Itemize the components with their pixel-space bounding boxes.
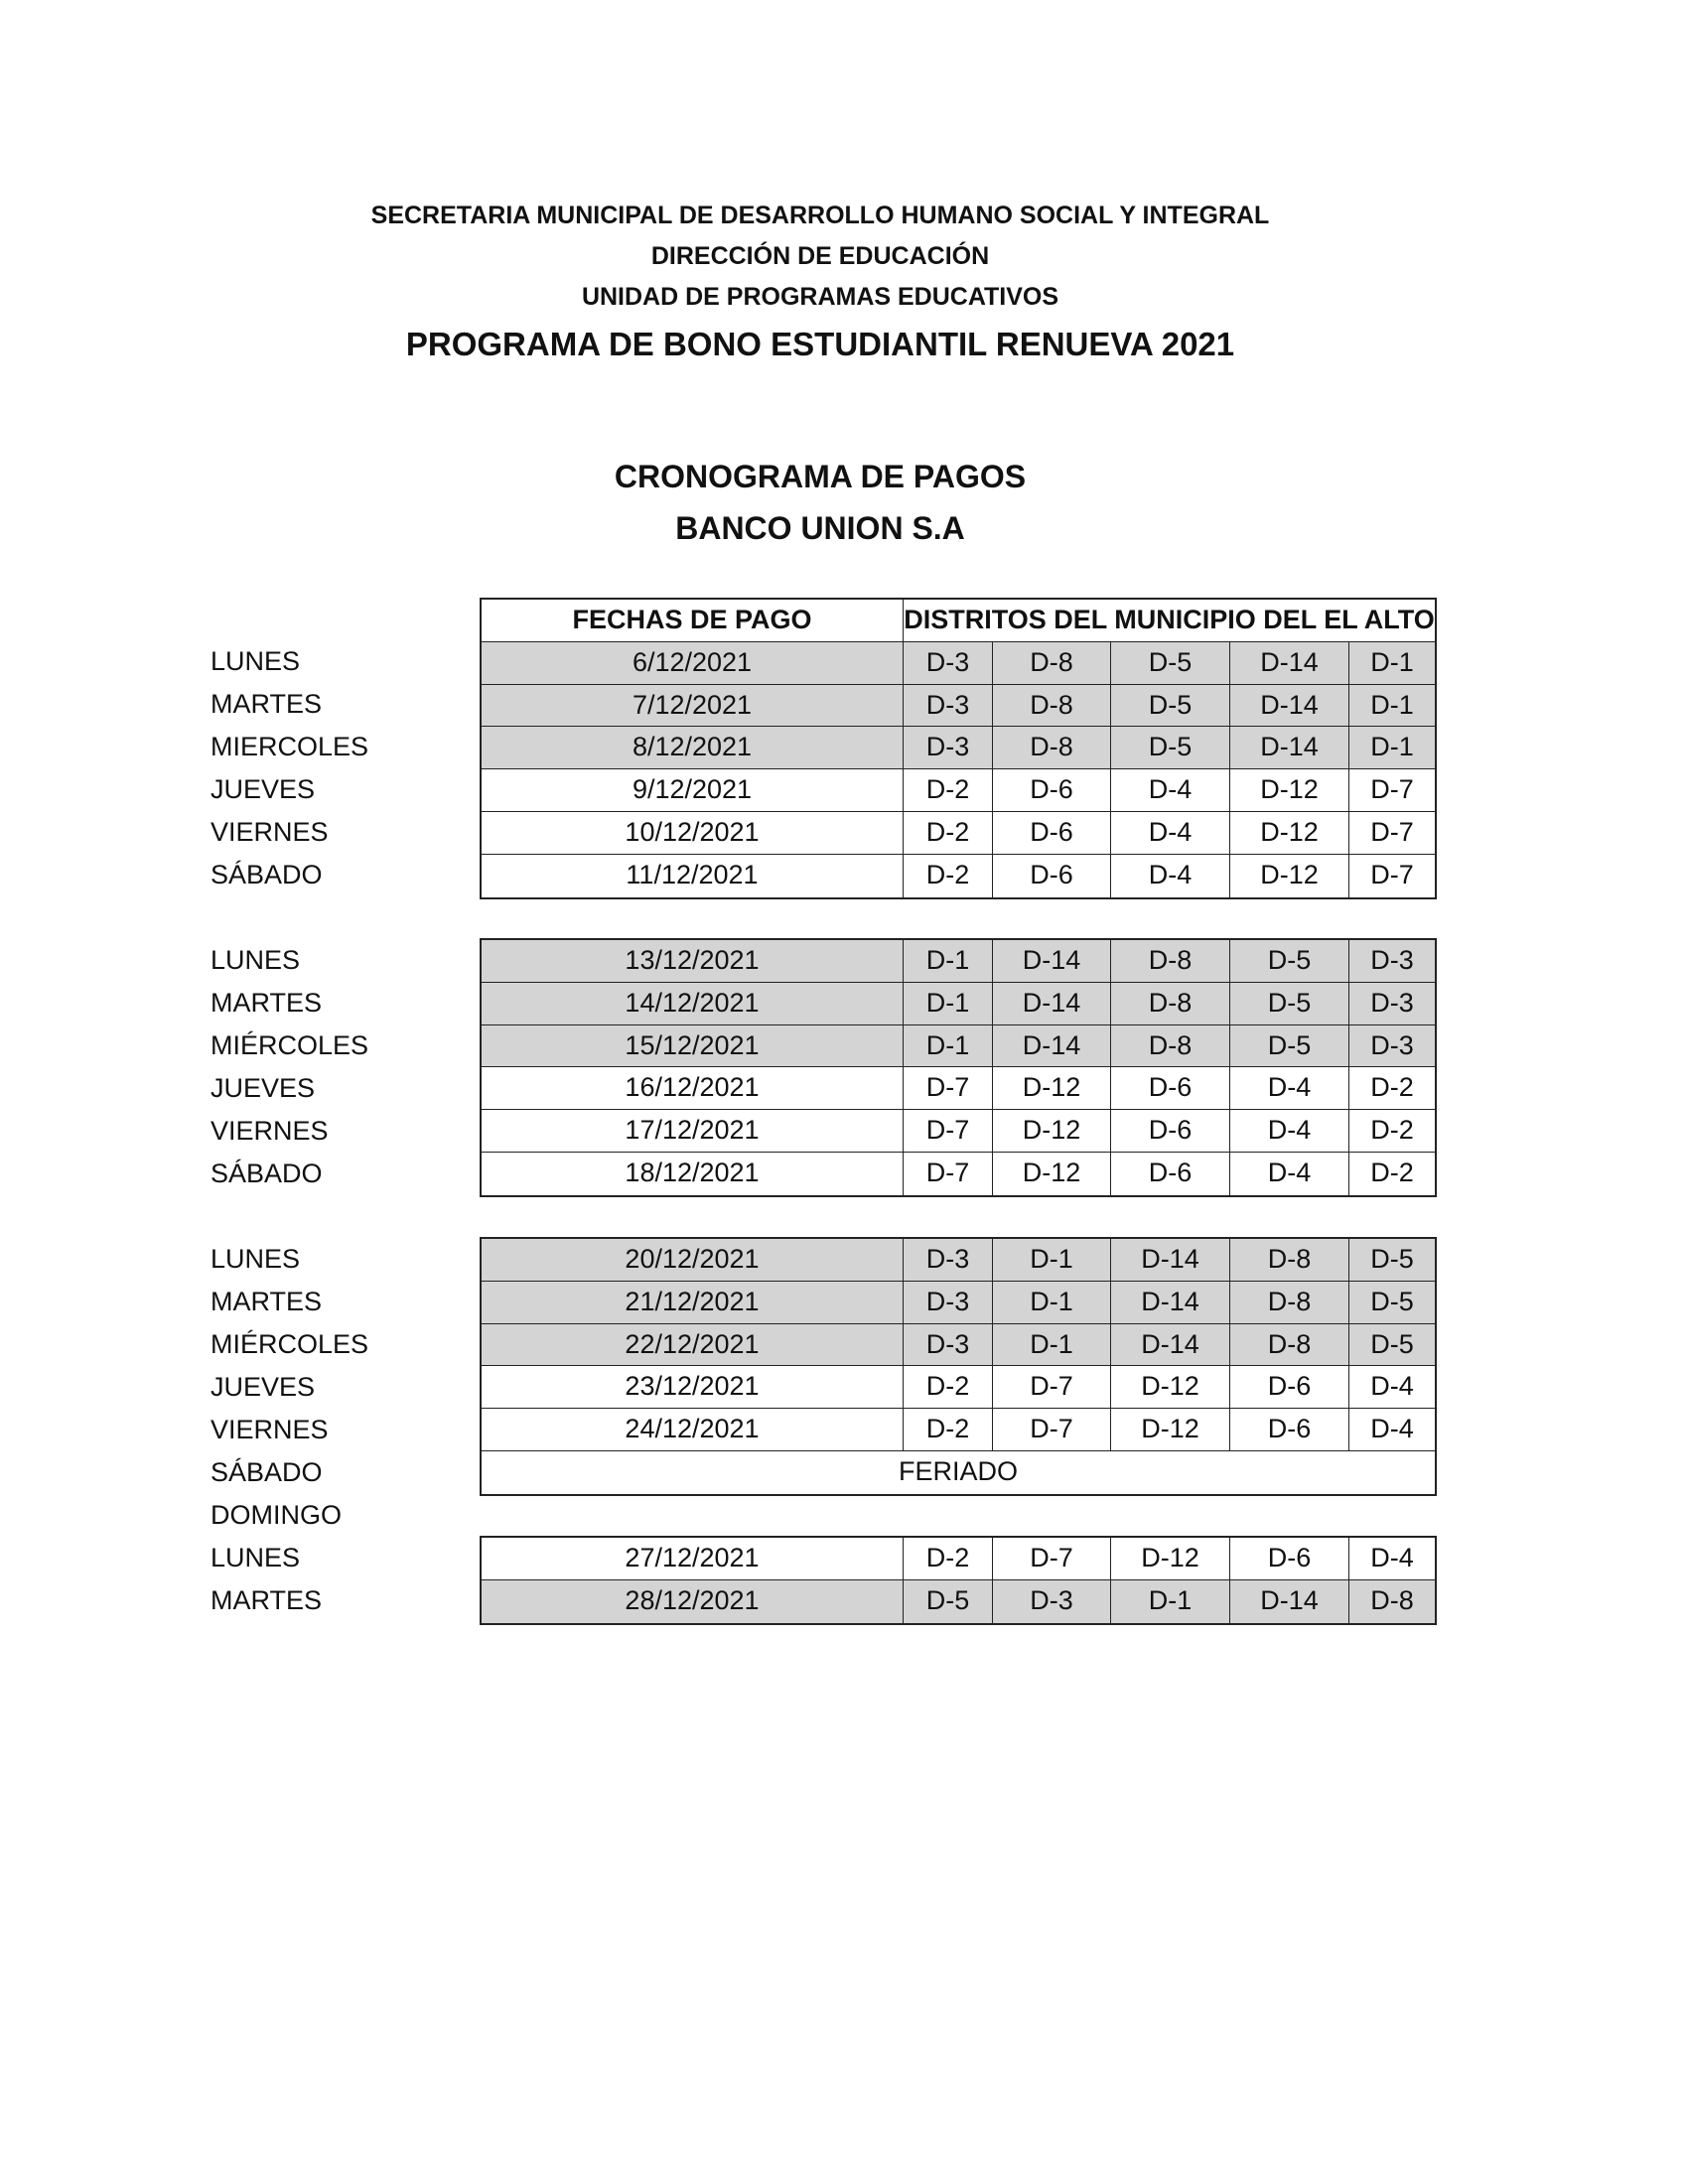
header-line-direccion: DIRECCIÓN DE EDUCACIÓN bbox=[650, 242, 990, 270]
table-header-row bbox=[482, 600, 1435, 642]
district-cell: D-4 bbox=[1370, 1371, 1414, 1402]
district-cell: D-3 bbox=[1370, 987, 1414, 1018]
district-cell: D-6 bbox=[1230, 1409, 1349, 1450]
district-cell: D-3 bbox=[1370, 1029, 1414, 1060]
district-cell: D-14 bbox=[993, 1025, 1111, 1067]
district-cell: D-12 bbox=[1111, 1366, 1230, 1408]
day-label: VIERNES bbox=[211, 1415, 329, 1444]
district-cell: D-3 bbox=[993, 1580, 1111, 1623]
district-cell: D-5 bbox=[1230, 1025, 1349, 1067]
table-row bbox=[482, 812, 1435, 855]
district-cell: D-8 bbox=[993, 685, 1111, 727]
district-cell: D-8 bbox=[1111, 1025, 1230, 1067]
district-cell: D-3 bbox=[904, 1324, 993, 1366]
district-cell: D-2 bbox=[904, 855, 993, 897]
column-header-dates: FECHAS DE PAGO bbox=[482, 600, 904, 641]
day-label: LUNES bbox=[211, 646, 301, 676]
bank-name: BANCO UNION S.A bbox=[675, 510, 965, 546]
district-cell: D-3 bbox=[1370, 945, 1414, 975]
table-row bbox=[482, 685, 1435, 728]
district-cell: D-4 bbox=[1111, 855, 1230, 897]
district-cell: D-4 bbox=[1111, 812, 1230, 854]
date-cell: 24/12/2021 bbox=[482, 1409, 904, 1450]
district-cell: D-8 bbox=[1111, 940, 1230, 982]
day-label: MARTES bbox=[211, 689, 323, 719]
district-cell: D-1 bbox=[993, 1239, 1111, 1281]
district-cell: D-12 bbox=[1111, 1409, 1230, 1450]
day-label: LUNES bbox=[211, 1543, 301, 1572]
district-cell: D-8 bbox=[1230, 1324, 1349, 1366]
date-cell: 7/12/2021 bbox=[482, 685, 904, 727]
district-cell: D-8 bbox=[1230, 1239, 1349, 1281]
table-row bbox=[482, 1067, 1435, 1110]
district-cell: D-14 bbox=[1111, 1282, 1230, 1323]
district-cell: D-1 bbox=[993, 1282, 1111, 1323]
district-cell: D-4 bbox=[1230, 1067, 1349, 1109]
district-cell: D-8 bbox=[1230, 1282, 1349, 1323]
district-cell: D-6 bbox=[993, 769, 1111, 811]
district-cell: D-14 bbox=[1111, 1324, 1230, 1366]
day-label: SÁBADO bbox=[211, 1457, 323, 1487]
district-cell: D-14 bbox=[1230, 727, 1349, 768]
district-cell: D-8 bbox=[993, 727, 1111, 768]
table-row bbox=[482, 1025, 1435, 1068]
district-cell: D-5 bbox=[904, 1580, 993, 1623]
district-cell: D-14 bbox=[1230, 642, 1349, 684]
district-cell: D-5 bbox=[1370, 1244, 1414, 1274]
district-cell: D-2 bbox=[1370, 1115, 1414, 1146]
district-cell: D-7 bbox=[904, 1110, 993, 1152]
day-label: SÁBADO bbox=[211, 1159, 323, 1188]
table-row bbox=[482, 642, 1435, 685]
table-row bbox=[482, 855, 1435, 897]
district-cell: D-14 bbox=[993, 940, 1111, 982]
table-row bbox=[482, 727, 1435, 769]
date-cell: 28/12/2021 bbox=[482, 1580, 904, 1623]
table-row bbox=[482, 1239, 1435, 1282]
district-cell: D-5 bbox=[1230, 940, 1349, 982]
district-cell: D-7 bbox=[1370, 859, 1414, 889]
date-cell: 14/12/2021 bbox=[482, 983, 904, 1024]
district-cell: D-2 bbox=[1370, 1157, 1414, 1187]
district-cell: D-5 bbox=[1111, 685, 1230, 727]
district-cell: D-1 bbox=[993, 1324, 1111, 1366]
day-label: LUNES bbox=[211, 945, 301, 975]
table-row-holiday bbox=[482, 1451, 1435, 1494]
date-cell: 15/12/2021 bbox=[482, 1025, 904, 1067]
district-cell: D-8 bbox=[1370, 1584, 1414, 1615]
district-cell: D-6 bbox=[1111, 1153, 1230, 1195]
day-label: DOMINGO bbox=[211, 1500, 342, 1530]
date-cell: 23/12/2021 bbox=[482, 1366, 904, 1408]
date-cell: 20/12/2021 bbox=[482, 1239, 904, 1281]
district-cell: D-2 bbox=[904, 769, 993, 811]
district-cell: D-5 bbox=[1230, 983, 1349, 1024]
district-cell: D-12 bbox=[1230, 812, 1349, 854]
table-row bbox=[482, 1409, 1435, 1451]
district-cell: D-7 bbox=[1370, 774, 1414, 805]
schedule-table-final bbox=[480, 1536, 1437, 1625]
district-cell: D-12 bbox=[993, 1110, 1111, 1152]
district-cell: D-7 bbox=[993, 1366, 1111, 1408]
district-cell: D-6 bbox=[993, 855, 1111, 897]
district-cell: D-2 bbox=[904, 1409, 993, 1450]
district-cell: D-1 bbox=[904, 1025, 993, 1067]
table-row bbox=[482, 769, 1435, 812]
day-label: MIÉRCOLES bbox=[211, 1030, 369, 1060]
district-cell: D-12 bbox=[993, 1067, 1111, 1109]
district-cell: D-5 bbox=[1111, 727, 1230, 768]
district-cell: D-12 bbox=[1111, 1538, 1230, 1579]
district-cell: D-3 bbox=[904, 727, 993, 768]
district-cell: D-3 bbox=[904, 642, 993, 684]
table-row bbox=[482, 1538, 1435, 1580]
district-cell: D-3 bbox=[904, 685, 993, 727]
schedule-table-week-1 bbox=[480, 598, 1437, 899]
table-row bbox=[482, 1153, 1435, 1195]
day-label: VIERNES bbox=[211, 817, 329, 847]
district-cell: D-3 bbox=[904, 1239, 993, 1281]
table-row bbox=[482, 1580, 1435, 1623]
holiday-cell: FERIADO bbox=[898, 1455, 1018, 1486]
day-label: JUEVES bbox=[211, 1073, 316, 1103]
program-title: PROGRAMA DE BONO ESTUDIANTIL RENUEVA 2021 bbox=[405, 326, 1235, 362]
district-cell: D-12 bbox=[1230, 769, 1349, 811]
day-label: MIERCOLES bbox=[211, 732, 369, 761]
district-cell: D-5 bbox=[1111, 642, 1230, 684]
date-cell: 6/12/2021 bbox=[482, 642, 904, 684]
date-cell: 21/12/2021 bbox=[482, 1282, 904, 1323]
district-cell: D-4 bbox=[1230, 1110, 1349, 1152]
table-row bbox=[482, 940, 1435, 983]
district-cell: D-8 bbox=[993, 642, 1111, 684]
header-line-unidad: UNIDAD DE PROGRAMAS EDUCATIVOS bbox=[581, 283, 1059, 311]
header-line-secretaria: SECRETARIA MUNICIPAL DE DESARROLLO HUMANO SOCIAL Y INTEGRAL bbox=[370, 202, 1270, 229]
date-cell: 18/12/2021 bbox=[482, 1153, 904, 1195]
district-cell: D-7 bbox=[993, 1538, 1111, 1579]
district-cell: D-7 bbox=[904, 1067, 993, 1109]
day-label: VIERNES bbox=[211, 1116, 329, 1146]
schedule-title: CRONOGRAMA DE PAGOS bbox=[614, 459, 1027, 494]
district-cell: D-4 bbox=[1370, 1543, 1414, 1572]
district-cell: D-6 bbox=[993, 812, 1111, 854]
day-label: SÁBADO bbox=[211, 860, 323, 889]
district-cell: D-12 bbox=[993, 1153, 1111, 1195]
district-cell: D-14 bbox=[1230, 1580, 1349, 1623]
date-cell: 13/12/2021 bbox=[482, 940, 904, 982]
district-cell: D-2 bbox=[904, 1538, 993, 1579]
table-row bbox=[482, 1324, 1435, 1367]
date-cell: 11/12/2021 bbox=[482, 855, 904, 897]
district-cell: D-14 bbox=[1111, 1239, 1230, 1281]
district-cell: D-7 bbox=[904, 1153, 993, 1195]
table-row bbox=[482, 1110, 1435, 1153]
day-label: MARTES bbox=[211, 1585, 323, 1615]
district-cell: D-1 bbox=[904, 983, 993, 1024]
day-label: MARTES bbox=[211, 988, 323, 1018]
district-cell: D-1 bbox=[1370, 646, 1414, 677]
day-label: JUEVES bbox=[211, 774, 316, 804]
district-cell: D-14 bbox=[993, 983, 1111, 1024]
district-cell: D-1 bbox=[1111, 1580, 1230, 1623]
district-cell: D-1 bbox=[1370, 732, 1414, 762]
district-cell: D-8 bbox=[1111, 983, 1230, 1024]
district-cell: D-6 bbox=[1111, 1067, 1230, 1109]
district-cell: D-1 bbox=[1370, 689, 1414, 720]
district-cell: D-7 bbox=[993, 1409, 1111, 1450]
district-cell: D-6 bbox=[1230, 1366, 1349, 1408]
table-row bbox=[482, 1282, 1435, 1324]
district-cell: D-5 bbox=[1370, 1286, 1414, 1316]
day-label: JUEVES bbox=[211, 1372, 316, 1402]
date-cell: 10/12/2021 bbox=[482, 812, 904, 854]
district-cell: D-6 bbox=[1230, 1538, 1349, 1579]
district-cell: D-4 bbox=[1230, 1153, 1349, 1195]
district-cell: D-5 bbox=[1370, 1328, 1414, 1359]
district-cell: D-3 bbox=[904, 1282, 993, 1323]
table-row bbox=[482, 983, 1435, 1025]
district-cell: D-12 bbox=[1230, 855, 1349, 897]
district-cell: D-2 bbox=[904, 812, 993, 854]
date-cell: 8/12/2021 bbox=[482, 727, 904, 768]
district-cell: D-2 bbox=[904, 1366, 993, 1408]
district-cell: D-7 bbox=[1370, 816, 1414, 847]
day-label: MARTES bbox=[211, 1287, 323, 1316]
district-cell: D-4 bbox=[1111, 769, 1230, 811]
district-cell: D-6 bbox=[1111, 1110, 1230, 1152]
date-cell: 16/12/2021 bbox=[482, 1067, 904, 1109]
schedule-table-week-3 bbox=[480, 1237, 1437, 1496]
district-cell: D-4 bbox=[1370, 1414, 1414, 1444]
day-label: MIÉRCOLES bbox=[211, 1329, 369, 1359]
schedule-table-week-2 bbox=[480, 938, 1437, 1197]
date-cell: 17/12/2021 bbox=[482, 1110, 904, 1152]
day-label: LUNES bbox=[211, 1244, 301, 1274]
district-cell: D-14 bbox=[1230, 685, 1349, 727]
table-row bbox=[482, 1366, 1435, 1409]
district-cell: D-2 bbox=[1370, 1072, 1414, 1103]
date-cell: 9/12/2021 bbox=[482, 769, 904, 811]
district-cell: D-1 bbox=[904, 940, 993, 982]
date-cell: 27/12/2021 bbox=[482, 1538, 904, 1579]
date-cell: 22/12/2021 bbox=[482, 1324, 904, 1366]
column-header-districts: DISTRITOS DEL MUNICIPIO DEL EL ALTO bbox=[904, 605, 1435, 634]
